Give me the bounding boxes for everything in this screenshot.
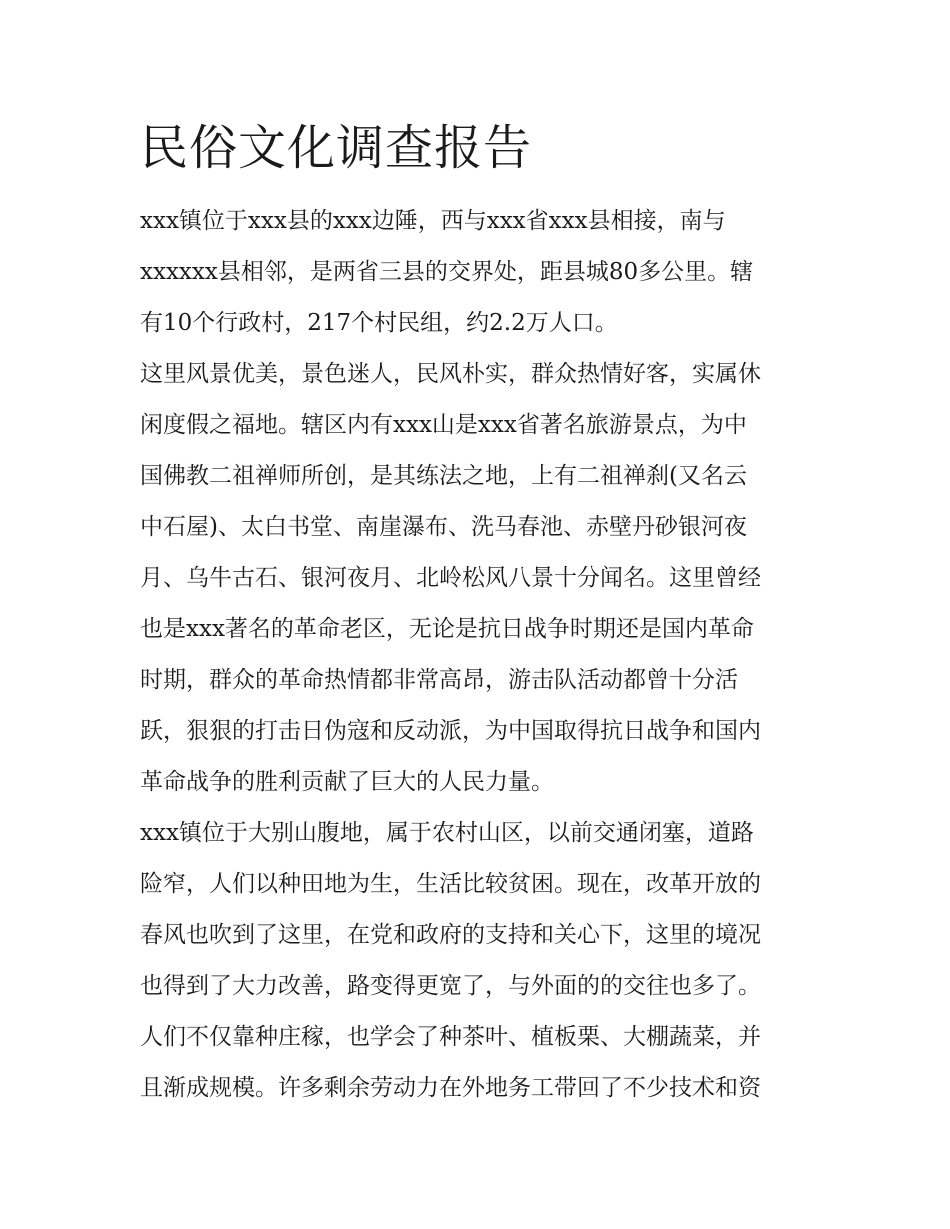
text-line: 有10个行政村，217个村民组，约2.2万人口。 xyxy=(140,310,618,336)
text-line: xxx镇位于xxx县的xxx边陲，西与xxx省xxx县相接，南与 xyxy=(140,208,726,234)
text-line: 也得到了大力改善，路变得更宽了，与外面的的交往也多了。 xyxy=(140,973,761,999)
text-line: 月、乌牛古石、银河夜月、北岭松风八景十分闻名。这里曾经 xyxy=(140,565,761,591)
text-line: 中石屋)、太白书堂、南崖瀑布、洗马春池、赤壁丹砂银河夜 xyxy=(140,514,747,540)
text-line: 革命战争的胜利贡献了巨大的人民力量。 xyxy=(140,769,554,795)
text-line: 时期，群众的革命热情都非常高昂，游击队活动都曾十分活 xyxy=(140,667,738,693)
text-line: 人们不仅靠种庄稼，也学会了种茶叶、植板栗、大棚蔬菜，并 xyxy=(140,1024,761,1050)
text-line: 闲度假之福地。辖区内有xxx山是xxx省著名旅游景点，为中 xyxy=(140,412,747,438)
text-line: 跃，狠狠的打击日伪寇和反动派，为中国取得抗日战争和国内 xyxy=(140,718,761,744)
text-line: xxx镇位于大别山腹地，属于农村山区，以前交通闭塞，道路 xyxy=(140,820,754,846)
text-line: 险窄，人们以种田地为生，生活比较贫困。现在，改革开放的 xyxy=(140,871,761,897)
text-line: 这里风景优美，景色迷人，民风朴实，群众热情好客，实属休 xyxy=(140,361,761,387)
text-line: 春风也吹到了这里，在党和政府的支持和关心下，这里的境况 xyxy=(140,922,761,948)
page-title: 民俗文化调查报告 xyxy=(140,120,533,176)
text-line: 也是xxx著名的革命老区，无论是抗日战争时期还是国内革命 xyxy=(140,616,754,642)
text-line: 且渐成规模。许多剩余劳动力在外地务工带回了不少技术和资 xyxy=(140,1075,761,1101)
text-line: xxxxxx县相邻，是两省三县的交界处，距县城80多公里。辖 xyxy=(140,259,754,285)
body-text xyxy=(140,196,820,1114)
text-line: 国佛教二祖禅师所创，是其练法之地，上有二祖禅刹(又名云 xyxy=(140,463,747,489)
